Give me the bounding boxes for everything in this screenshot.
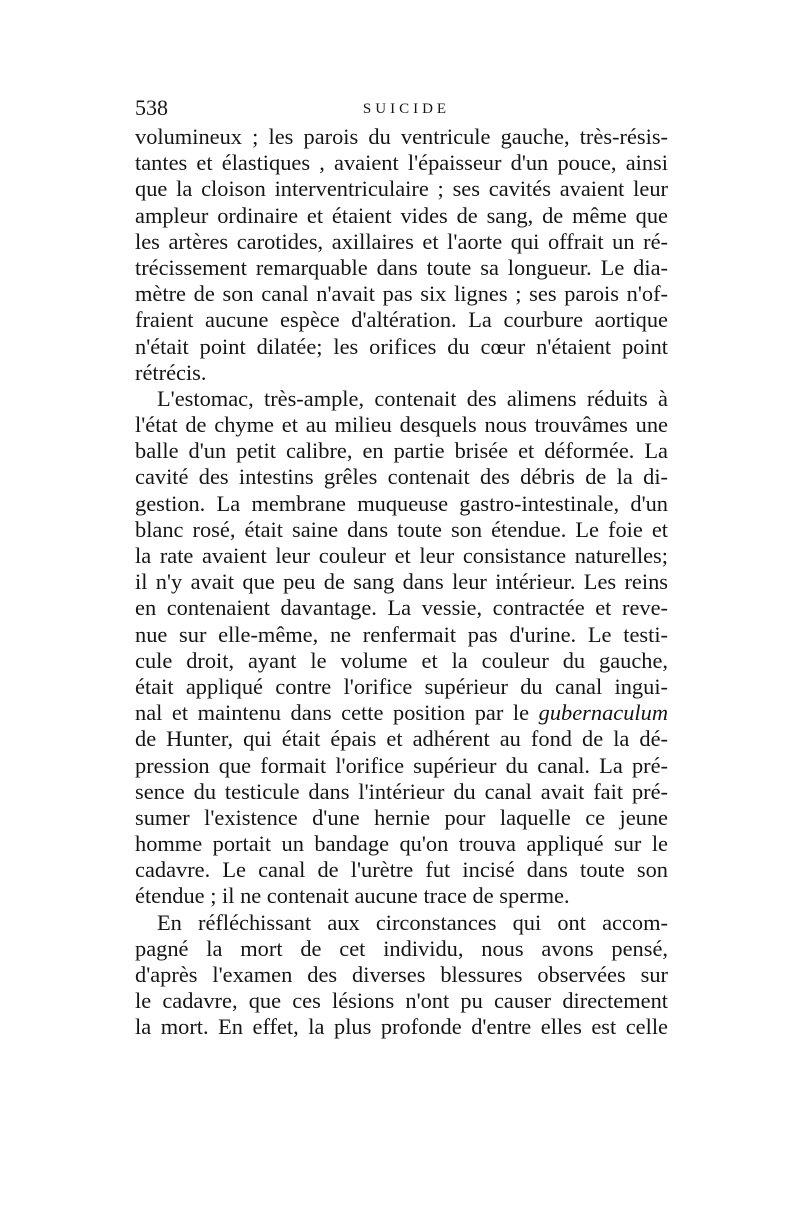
body-text bbox=[135, 124, 668, 1041]
text-line bbox=[135, 229, 668, 255]
page-number: 538 bbox=[135, 95, 168, 120]
text-line bbox=[135, 910, 668, 936]
text-line-content: cule droit, ayant le volume et la couleur du gauche, bbox=[135, 647, 668, 673]
text-line-content: blanc rosé, était saine dans toute son étendue. Le foie et bbox=[135, 516, 668, 542]
text-line bbox=[135, 857, 668, 883]
text-line-content: cavité des intestins grêles contenait des débris de la di- bbox=[135, 464, 668, 490]
text-line-content: pagné la mort de cet individu, nous avons pensé, bbox=[135, 935, 668, 961]
text-line bbox=[135, 805, 668, 831]
text-line-content: n'était point dilatée; les orifices du cœur n'étaient point bbox=[135, 333, 668, 359]
text-line bbox=[135, 569, 668, 595]
text-line-content: nal et maintenu dans cette position par le bbox=[135, 700, 539, 726]
text-line-content: rétrécis. bbox=[135, 359, 207, 385]
text-line bbox=[135, 464, 668, 490]
text-line bbox=[135, 360, 668, 386]
text-line-content: ampleur ordinaire et étaient vides de sang, de même que bbox=[135, 202, 668, 228]
text-line bbox=[135, 124, 668, 150]
text-line-content: homme portait un bandage qu'on trouva appliqué sur le bbox=[135, 831, 668, 857]
text-line-content: étendue ; il ne contenait aucune trace de sperme. bbox=[135, 883, 570, 909]
text-line-content: L'estomac, très-ample, contenait des alimens réduits à bbox=[157, 385, 668, 411]
text-line bbox=[135, 648, 668, 674]
text-line bbox=[135, 988, 668, 1014]
text-line bbox=[135, 334, 668, 360]
text-line-content: était appliqué contre l'orifice supérieur du canal ingui- bbox=[135, 673, 668, 699]
text-line-content: les artères carotides, axillaires et l'aorte qui offrait un ré- bbox=[135, 228, 668, 254]
text-line-content: de Hunter, qui était épais et adhérent au fond de la dé- bbox=[135, 726, 668, 752]
text-line-content: tantes et élastiques , avaient l'épaisseur d'un pouce, ainsi bbox=[135, 150, 668, 176]
text-line-content: balle d'un petit calibre, en partie brisée et déformée. La bbox=[135, 438, 668, 464]
text-line bbox=[135, 438, 668, 464]
italic-term: gubernaculum bbox=[538, 700, 668, 726]
text-line bbox=[135, 307, 668, 333]
text-line-content: fraient aucune espèce d'altération. La courbure aortique bbox=[135, 307, 668, 333]
text-line bbox=[135, 779, 668, 805]
text-line-content: le cadavre, que ces lésions n'ont pu causer directement bbox=[135, 988, 668, 1014]
text-line bbox=[135, 936, 668, 962]
text-line bbox=[135, 883, 668, 909]
text-line-content: d'après l'examen des diverses blessures observées sur bbox=[135, 962, 668, 987]
text-line bbox=[135, 176, 668, 202]
text-line bbox=[135, 203, 668, 229]
text-line bbox=[135, 831, 668, 857]
text-line bbox=[135, 491, 668, 517]
text-line-content: la rate avaient leur couleur et leur consistance naturelles; bbox=[135, 543, 668, 568]
text-line bbox=[135, 595, 668, 621]
text-line-content: l'état de chyme et au milieu desquels nous trouvâmes une bbox=[135, 412, 668, 438]
text-line-content: pression que formait l'orifice supérieur du canal. La pré- bbox=[135, 752, 668, 778]
text-line bbox=[135, 622, 668, 648]
text-line-content: gestion. La membrane muqueuse gastro-intestinale, d'un bbox=[135, 490, 668, 516]
text-line bbox=[135, 517, 668, 543]
text-line bbox=[135, 700, 668, 726]
text-line-content: mètre de son canal n'avait pas six lignes ; ses parois n'of- bbox=[135, 281, 668, 307]
text-line-content: sumer l'existence d'une hernie pour laquelle ce jeune bbox=[135, 804, 668, 830]
text-line bbox=[135, 386, 668, 412]
text-line-content: il n'y avait que peu de sang dans leur intérieur. Les reins bbox=[135, 569, 668, 595]
text-line-content: volumineux ; les parois du ventricule gauche, très-résis- bbox=[135, 124, 668, 149]
text-line bbox=[135, 543, 668, 569]
text-line-content: sence du testicule dans l'intérieur du canal avait fait pré- bbox=[135, 778, 668, 804]
text-line bbox=[135, 1014, 668, 1040]
text-line-content: cadavre. Le canal de l'urètre fut incisé dans toute son bbox=[135, 857, 668, 883]
text-line bbox=[135, 281, 668, 307]
text-line bbox=[135, 726, 668, 752]
text-line-content: en contenaient davantage. La vessie, contractée et reve- bbox=[135, 595, 668, 621]
running-title: SUICIDE bbox=[362, 101, 451, 117]
text-line-content: En réfléchissant aux circonstances qui ont accom- bbox=[157, 909, 668, 935]
text-line bbox=[135, 150, 668, 176]
text-line bbox=[135, 674, 668, 700]
text-line bbox=[135, 962, 668, 988]
text-line-content: nue sur elle-même, ne renfermait pas d'urine. Le testi- bbox=[135, 621, 668, 647]
text-line bbox=[135, 753, 668, 779]
text-line-content: trécissement remarquable dans toute sa longueur. Le dia- bbox=[135, 254, 668, 280]
text-line bbox=[135, 412, 668, 438]
text-line-content: la mort. En effet, la plus profonde d'entre elles est celle bbox=[135, 1014, 668, 1040]
text-line bbox=[135, 255, 668, 281]
text-line-content: que la cloison interventriculaire ; ses cavités avaient leur bbox=[135, 176, 668, 202]
running-header bbox=[135, 92, 668, 124]
